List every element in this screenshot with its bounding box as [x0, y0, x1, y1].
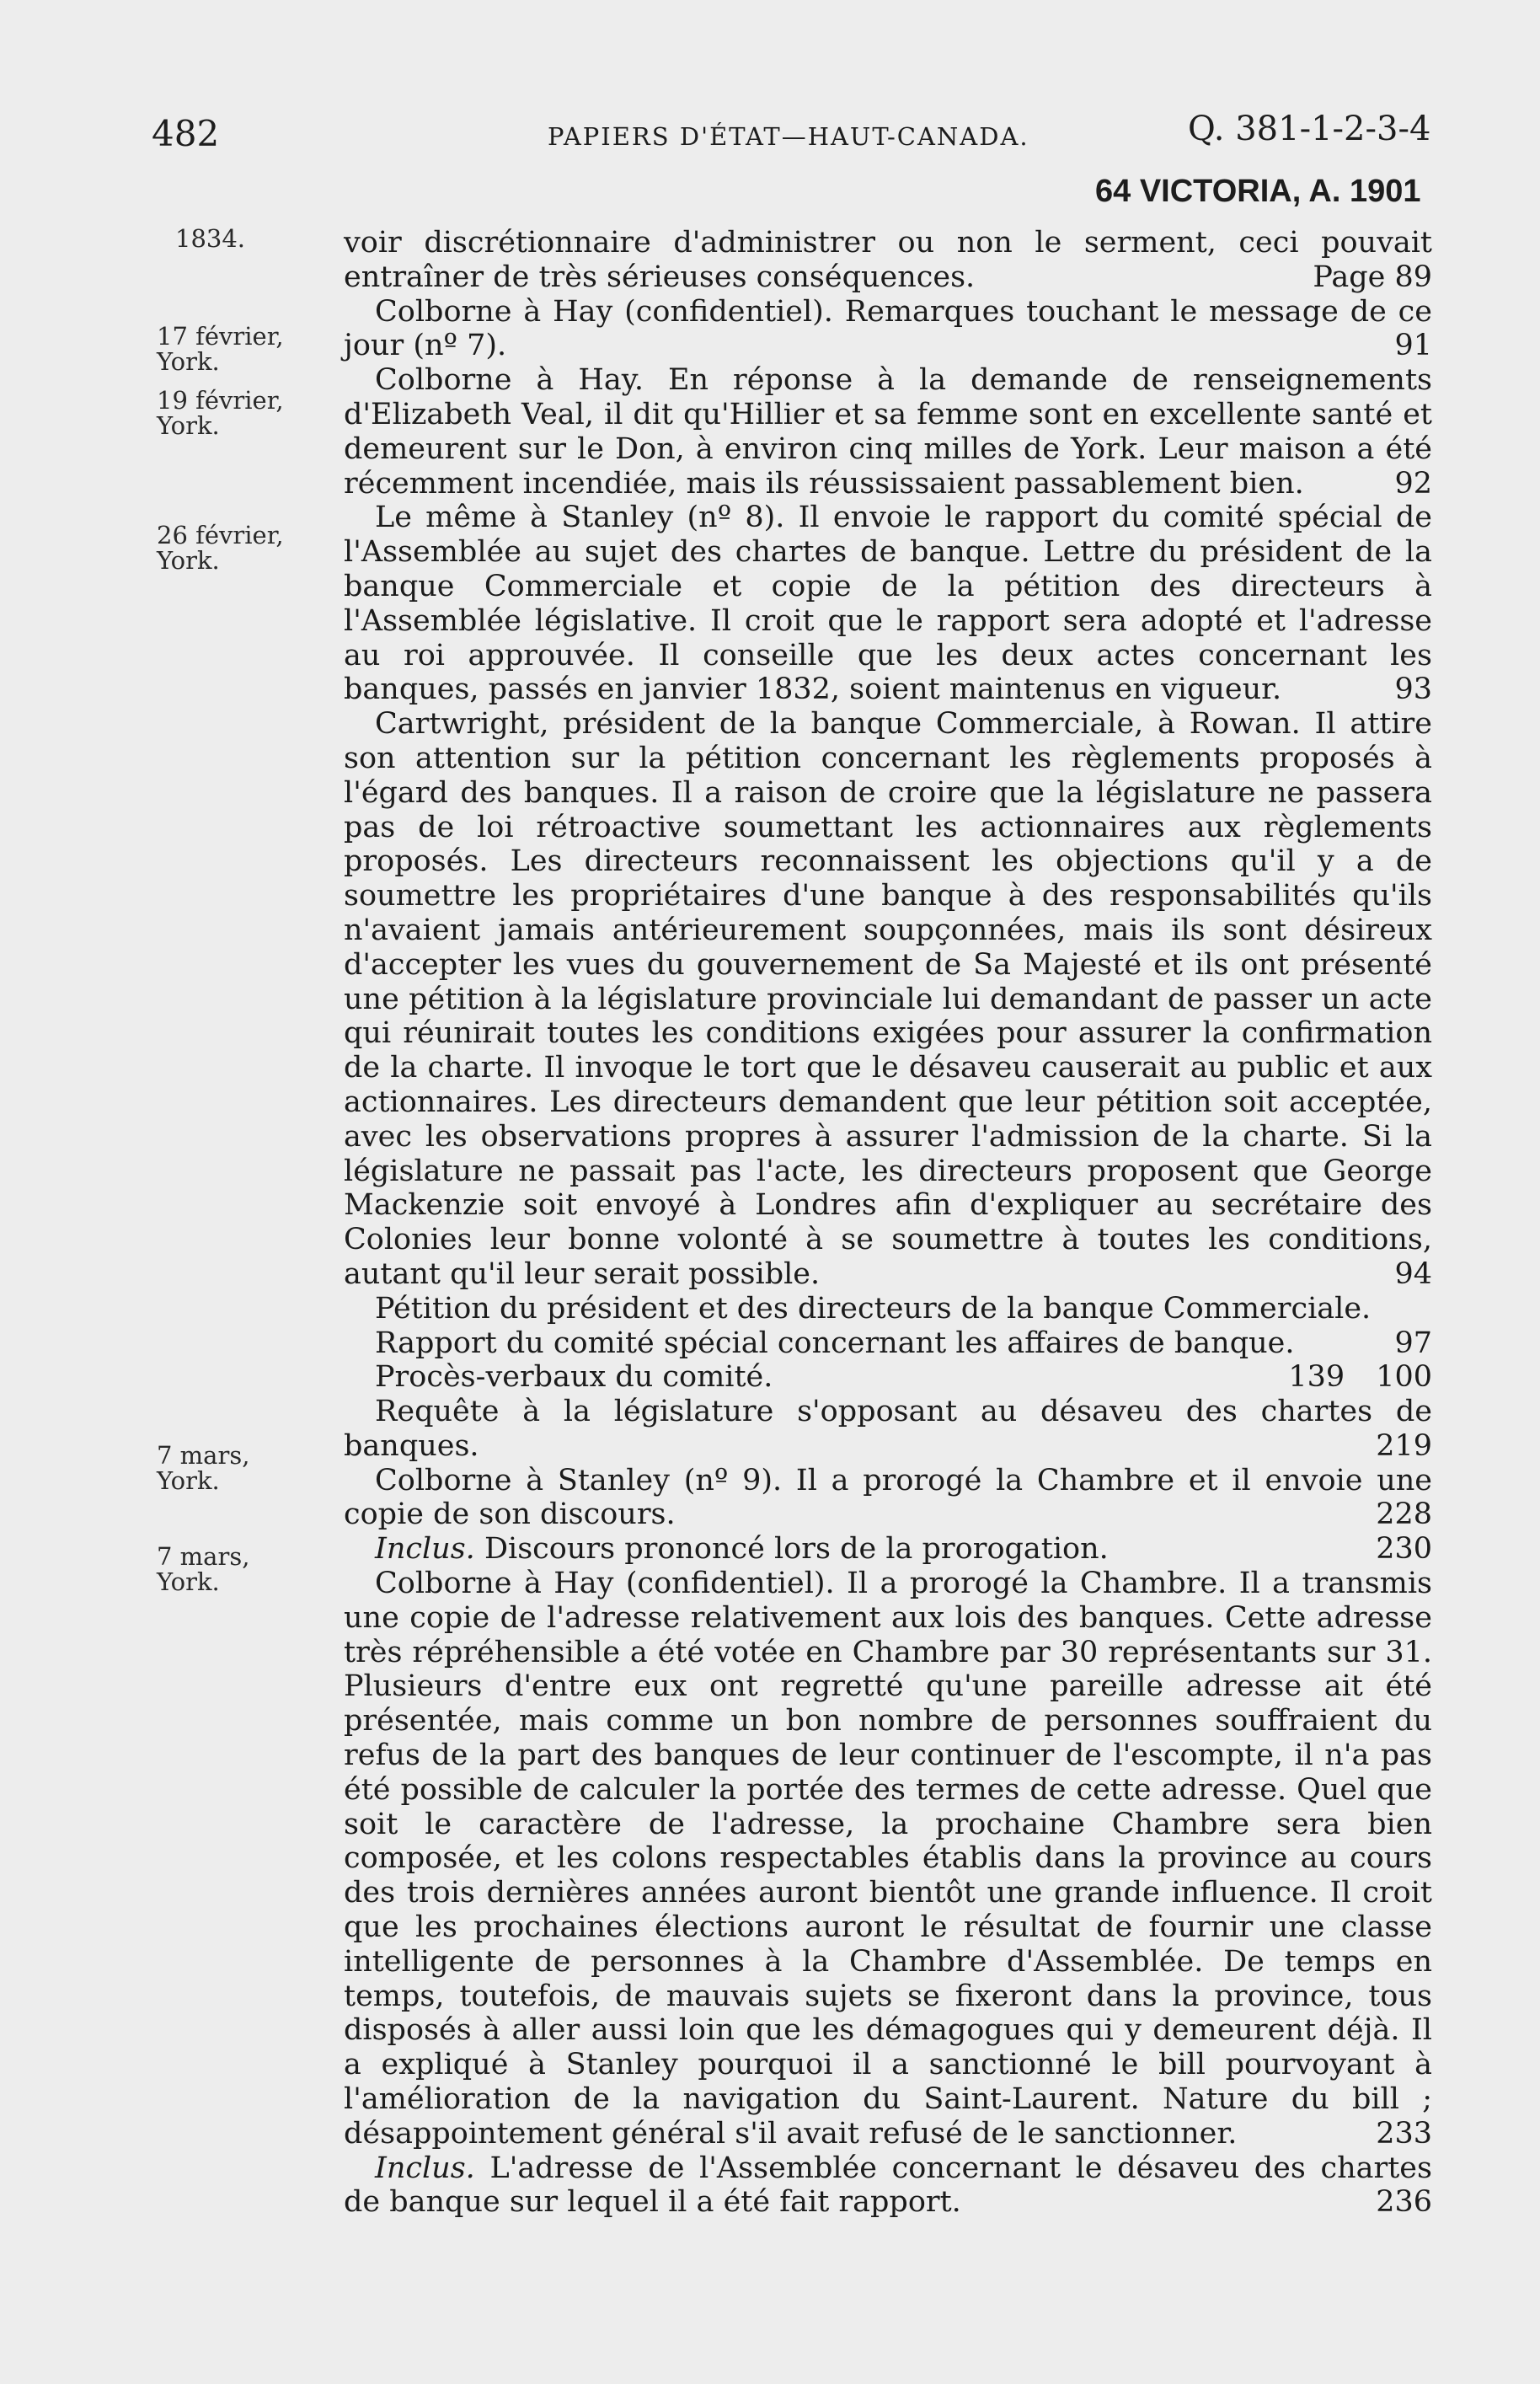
entry-text: Pétition du président et des directeurs de la banque Commerciale. [375, 1291, 1372, 1326]
enclosure-line [344, 1532, 1432, 1567]
session-header: 64 VICTORIA, A. 1901 [1095, 174, 1421, 209]
page-reference: 236 [1376, 2185, 1432, 2220]
entry-text: Colborne à Hay (confidentiel). Il a prorogé la Chambre. Il a transmis une copie de l'adresse relativement aux lois des banques. Cette adresse très répréhensible a été votée en Chambre par 30 représentants sur 31. Plusieurs d'entre eux ont regretté qu'une pareille adresse ait été présentée, mais comme un bon nombre de personnes souffraient du refus de la part des banques de leur continuer de l'escompte, il n'a pas été possible de calculer la portée des termes de cette adresse. Quel que soit le caractère de l'adresse, la prochaine Chambre sera bien composée, et les colons respectables établis dans la province au cours des trois dernières années auront bientôt une grande influence. Il croit que les prochaines élections auront le résultat de fournir une classe intelligente de personnes à la Chambre d'Assemblée. De temps en temps, toutefois, de mauvais sujets se fixeront dans la province, tous disposés à aller aussi loin que les démagogues qui y demeurent déjà. Il a expliqué à Stanley pourquoi il a sanctionné le bill pourvoyant à l'amélioration de la navigation du Saint-Laurent. Nature du bill ; désappointement général s'il avait refusé de le sanctionner. [344, 1567, 1432, 2151]
entry-text: Rapport du comité spécial concernant les affaires de banque. [375, 1326, 1295, 1360]
entry-text: Colborne à Hay (confidentiel). Remarques touchant le message de ce jour (nº 7). [344, 294, 1432, 363]
page-reference: 100 [1376, 1360, 1432, 1395]
margin-date-2-place: York. [157, 411, 220, 440]
entry-text: Procès-verbaux du comité. [375, 1360, 773, 1395]
page-reference: 91 [1394, 329, 1432, 363]
margin-date-3 [157, 522, 284, 573]
body-text [344, 226, 1432, 2220]
page-reference: 228 [1376, 1497, 1432, 1532]
page-reference: 233 [1376, 2116, 1432, 2151]
entry-paragraph [344, 226, 1432, 295]
page-reference: 92 [1394, 466, 1432, 501]
entry-text: Colborne à Hay. En réponse à la demande de renseignements d'Elizabeth Veal, il dit qu'Hillier et sa femme sont en excellente santé et demeurent sur le Don, à environ cinq milles de York. Leur maison a été récemment incendiée, mais ils réussissaient passablement bien. [344, 363, 1432, 501]
enclosure-line [344, 2151, 1432, 2221]
entry-paragraph [344, 295, 1432, 364]
entry-paragraph [344, 501, 1432, 707]
margin-date-4-place: York. [157, 1466, 220, 1495]
margin-date-3-day: 26 février, [157, 521, 284, 549]
margin-date-3-place: York. [157, 546, 220, 575]
entry-paragraph [344, 363, 1432, 501]
archive-reference: Q. 381-1-2-3-4 [1188, 110, 1431, 148]
margin-date-1 [157, 324, 284, 374]
inclus-label: Inclus. [375, 1532, 475, 1567]
margin-date-4-day: 7 mars, [157, 1441, 250, 1470]
page-reference: 94 [1394, 1256, 1432, 1291]
page-reference: 219 [1376, 1428, 1432, 1463]
inclus-label: Inclus. [375, 2151, 475, 2185]
page-number: 482 [152, 113, 220, 154]
entry-text: voir discrétionnaire d'administrer ou non le serment, ceci pouvait entraîner de très sérieuses conséquences. [344, 226, 1432, 294]
margin-date-1-place: York. [157, 347, 220, 376]
entry-text: Cartwright, président de la banque Commerciale, à Rowan. Il attire son attention sur la pétition concernant les règlements proposés à l'égard des banques. Il a raison de croire que la législature ne passera pas de loi rétroactive soumettant les actionnaires aux règlements proposés. Les directeurs reconnaissent les objections qu'il y a de soumettre les propriétaires d'une banque à des responsabilités qu'ils n'avaient jamais antérieurement soupçonnées, mais ils sont désireux d'accepter les vues du gouvernement de Sa Majesté et ils ont présenté une pétition à la législature provinciale lui demandant de passer un acte qui réunirait toutes les conditions exigées pour assurer la confirmation de la charte. Il invoque le tort que le désaveu causerait au public et aux actionnaires. Les directeurs demandent que leur pétition soit acceptée, avec les observations propres à assurer l'admission de la charte. Si la législature ne passait pas l'acte, les directeurs proposent que George Mackenzie soit envoyé à Londres afin d'expliquer au secrétaire des Colonies leur bonne volonté à se soumettre à toutes les conditions, autant qu'il leur serait possible. [344, 707, 1432, 1291]
page-reference: 230 [1376, 1532, 1432, 1567]
margin-date-2-day: 19 février, [157, 386, 284, 415]
margin-date-5-day: 7 mars, [157, 1542, 250, 1571]
page-reference: 139 [1288, 1360, 1345, 1395]
margin-date-4 [157, 1443, 249, 1493]
running-title: PAPIERS D'ÉTAT—HAUT-CANADA. [548, 122, 1029, 151]
page-reference: Page 89 [1313, 260, 1432, 294]
enclosure-line [344, 1395, 1432, 1464]
entry-text: Discours prononcé lors de la prorogation. [484, 1532, 1109, 1567]
entry-paragraph [344, 707, 1432, 1292]
margin-date-5 [157, 1544, 249, 1594]
entry-text: L'adresse de l'Assemblée concernant le désaveu des chartes de banque sur lequel il a été fait rapport. [344, 2151, 1432, 2220]
page-reference: 93 [1394, 672, 1432, 707]
margin-date-5-place: York. [157, 1567, 220, 1596]
entry-paragraph [344, 1464, 1432, 1533]
enclosure-line [344, 1360, 1432, 1395]
entry-text: Le même à Stanley (nº 8). Il envoie le rapport du comité spécial de l'Assemblée au sujet des chartes de banque. Lettre du président de la banque Commerciale et copie de la pétition des directeurs à l'Assemblée législative. Il croit que le rapport sera adopté et l'adresse au roi approuvée. Il conseille que les deux actes concernant les banques, passés en janvier 1832, soient maintenus en vigueur. [344, 501, 1432, 707]
margin-date-2 [157, 388, 284, 438]
page-reference: 97 [1394, 1326, 1432, 1360]
entry-paragraph [344, 1567, 1432, 2151]
entry-text: Requête à la législature s'opposant au désaveu des chartes de banques. [344, 1395, 1432, 1463]
entry-text: Colborne à Stanley (nº 9). Il a prorogé la Chambre et il envoie une copie de son discours. [344, 1463, 1432, 1532]
margin-date-1-day: 17 février, [157, 322, 284, 351]
margin-year: 1834. [175, 224, 246, 253]
